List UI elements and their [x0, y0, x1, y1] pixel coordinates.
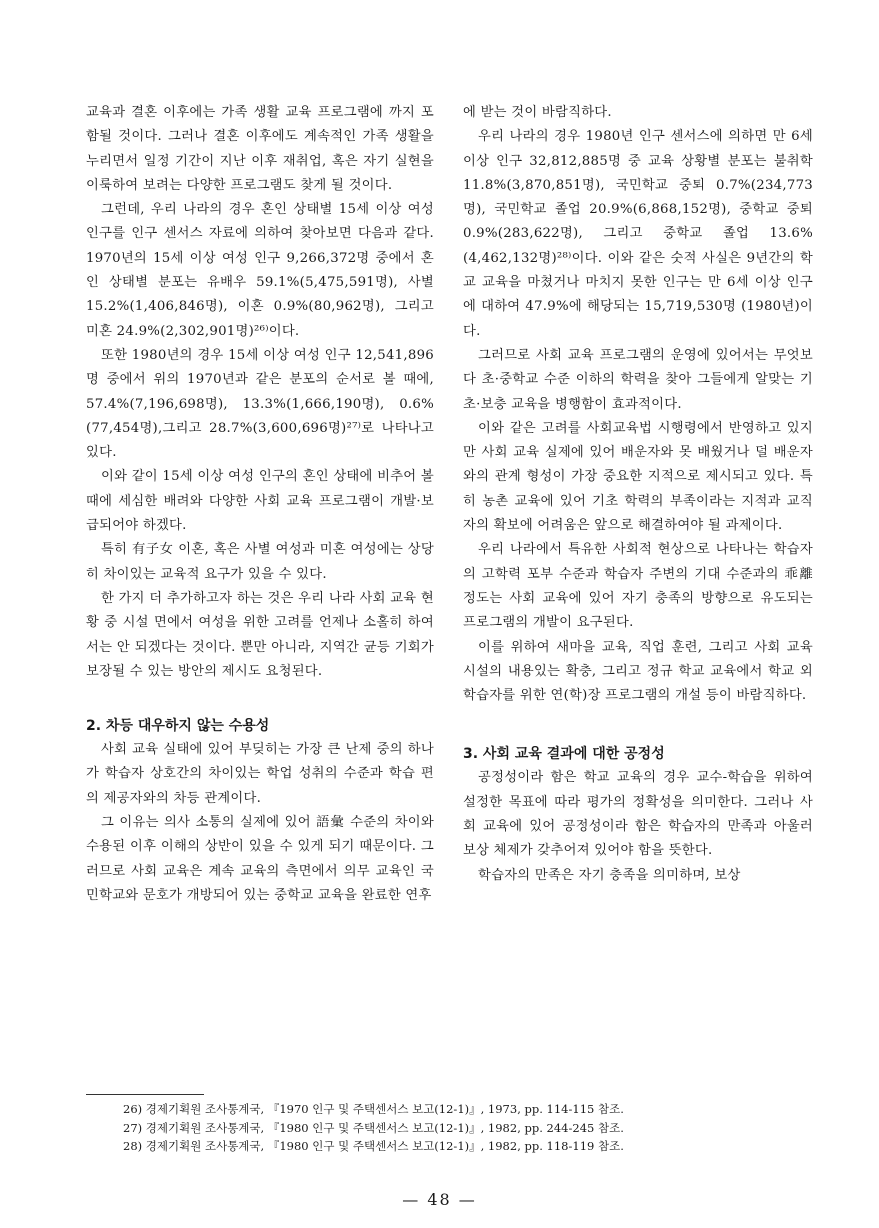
- paragraph: 공정성이라 함은 학교 교육의 경우 교수-학습을 위하여 설정한 목표에 따라 평가의 정확성을 의미한다. 그러나 사회 교육에 있어 공정성이라 함은 학습자의 만족과 아울러 보상 체제가 갖추어져 있어야 함을 뜻한다.: [463, 770, 813, 859]
- paragraph: 교육과 결혼 이후에는 가족 생활 교육 프로그램에 까지 포함될 것이다. 그러나 결혼 이후에도 계속적인 가족 생활을 누리면서 일정 기간이 지난 이후 재취업, 혹은 자기 실현을 이룩하여 보려는 다양한 프로그램도 찾게 될 것이다.: [86, 105, 434, 193]
- right-column: [463, 101, 813, 888]
- footnotes: [123, 1100, 823, 1156]
- footnote: 27) 경제기획원 조사통계국, 『1980 인구 및 주택센서스 보고(12-1)』, 1982, pp. 244-245 참조.: [123, 1120, 624, 1135]
- paragraph: 이와 같은 고려를 사회교육법 시행령에서 반영하고 있지만 사회 교육 실제에 있어 배운자와 못 배웠거나 덜 배운자와의 관계 형성이 가장 중요한 지적으로 제시되고 있다. 특히 농촌 교육에 있어 기초 학력의 부족이라는 지적과 교직자의 확보에 어려움은 앞으로 해결하여야 될 과제이다.: [463, 420, 813, 534]
- paragraph: 그런데, 우리 나라의 경우 혼인 상태별 15세 이상 여성 인구를 인구 센서스 자료에 의하여 찾아보면 다음과 같다. 1970년의 15세 이상 여성 인구 9,266,372명 중에서 혼인 상태별 분포는 유배우 59.1%(5,475,591명), 사별 15.2%(1,406,846명), 이혼 0.9%(80,962명), 그리고 미혼 24.9%(2,302,901명)²⁶⁾이다.: [86, 202, 434, 339]
- paragraph: 이를 위하여 새마을 교육, 직업 훈련, 그리고 사회 교육 시설의 내용있는 확충, 그리고 정규 학교 교육에서 학교 외 학습자를 위한 연(학)장 프로그램의 개설 등이 바람직하다.: [463, 639, 813, 704]
- paragraph: 사회 교육 실태에 있어 부딪히는 가장 큰 난제 중의 하나가 학습자 상호간의 차이있는 학업 성취의 수준과 학습 편의 제공자와의 차등 관계이다.: [86, 742, 434, 806]
- left-column: [86, 101, 434, 908]
- page-number: — 48 —: [402, 1190, 477, 1209]
- paragraph: 에 받는 것이 바람직하다.: [463, 105, 612, 120]
- section-heading: 2. 차등 대우하지 않는 수용성: [86, 718, 270, 735]
- footnote: 26) 경제기획원 조사통계국, 『1970 인구 및 주택센서스 보고(12-1)』, 1973, pp. 114-115 참조.: [123, 1102, 624, 1116]
- footnote: 28) 경제기획원 조사통계국, 『1980 인구 및 주택센서스 보고(12-1)』, 1982, pp. 118-119 참조.: [123, 1139, 624, 1153]
- paragraph: 이와 같이 15세 이상 여성 인구의 혼인 상태에 비추어 볼 때에 세심한 배려와 다양한 사회 교육 프로그램이 개발·보급되어야 하겠다.: [86, 469, 434, 534]
- paragraph: 특히 有子女 이혼, 혹은 사별 여성과 미혼 여성에는 상당히 차이있는 교육적 요구가 있을 수 있다.: [86, 542, 434, 582]
- footnote-divider: [86, 1094, 204, 1095]
- paragraph: 우리 나라에서 특유한 사회적 현상으로 나타나는 학습자의 고학력 포부 수준과 학습자 주변의 기대 수준과의 乖離 정도는 사회 교육에 있어 자기 충족의 방향으로 유도되는 프로그램의 개발이 요구된다.: [463, 542, 813, 631]
- paragraph: 한 가지 더 추가하고자 하는 것은 우리 나라 사회 교육 현황 중 시설 면에서 여성을 위한 고려를 언제나 소홀히 하여서는 안 되겠다는 것이다. 뿐만 아니라, 지역간 균등 기회가 보장될 수 있는 방안의 제시도 요청된다.: [86, 590, 434, 679]
- paragraph: 학습자의 만족은 자기 충족을 의미하며, 보상: [478, 867, 741, 883]
- section-heading: 3. 사회 교육 결과에 대한 공정성: [463, 746, 665, 763]
- paragraph: 우리 나라의 경우 1980년 인구 센서스에 의하면 만 6세 이상 인구 32,812,885명 중 교육 상황별 분포는 불취학 11.8%(3,870,851명), 국민학교 중퇴 0.7%(234,773명), 국민학교 졸업 20.9%(6,868,152명), 중학교 중퇴 0.9%(283,622명), 그리고 중학교 졸업 13.6%(4,462,132명)²⁸⁾이다. 이와 같은 숫적 사실은 9년간의 학교 교육을 마쳤거나 마치지 못한 인구는 만 6세 이상 인구에 대하여 47.9%에 해당되는 15,719,530명 (1980년)이다.: [463, 129, 813, 339]
- paragraph: 그러므로 사회 교육 프로그램의 운영에 있어서는 무엇보다 초·중학교 수준 이하의 학력을 찾아 그들에게 알맞는 기초·보충 교육을 병행함이 효과적이다.: [463, 347, 813, 412]
- paragraph: 그 이유는 의사 소통의 실제에 있어 語彙 수준의 차이와 수용된 이후 이해의 상반이 있을 수 있게 되기 때문이다. 그러므로 사회 교육은 계속 교육의 측면에서 의무 교육인 국민학교와 문호가 개방되어 있는 중학교 교육을 완료한 연후: [86, 815, 434, 903]
- paragraph: 또한 1980년의 경우 15세 이상 여성 인구 12,541,896명 중에서 위의 1970년과 같은 분포의 순서로 볼 때에, 57.4%(7,196,698명), 13.3%(1,666,190명), 0.6%(77,454명),그리고 28.7%(3,600,696명)²⁷⁾로 나타나고 있다.: [86, 347, 434, 461]
